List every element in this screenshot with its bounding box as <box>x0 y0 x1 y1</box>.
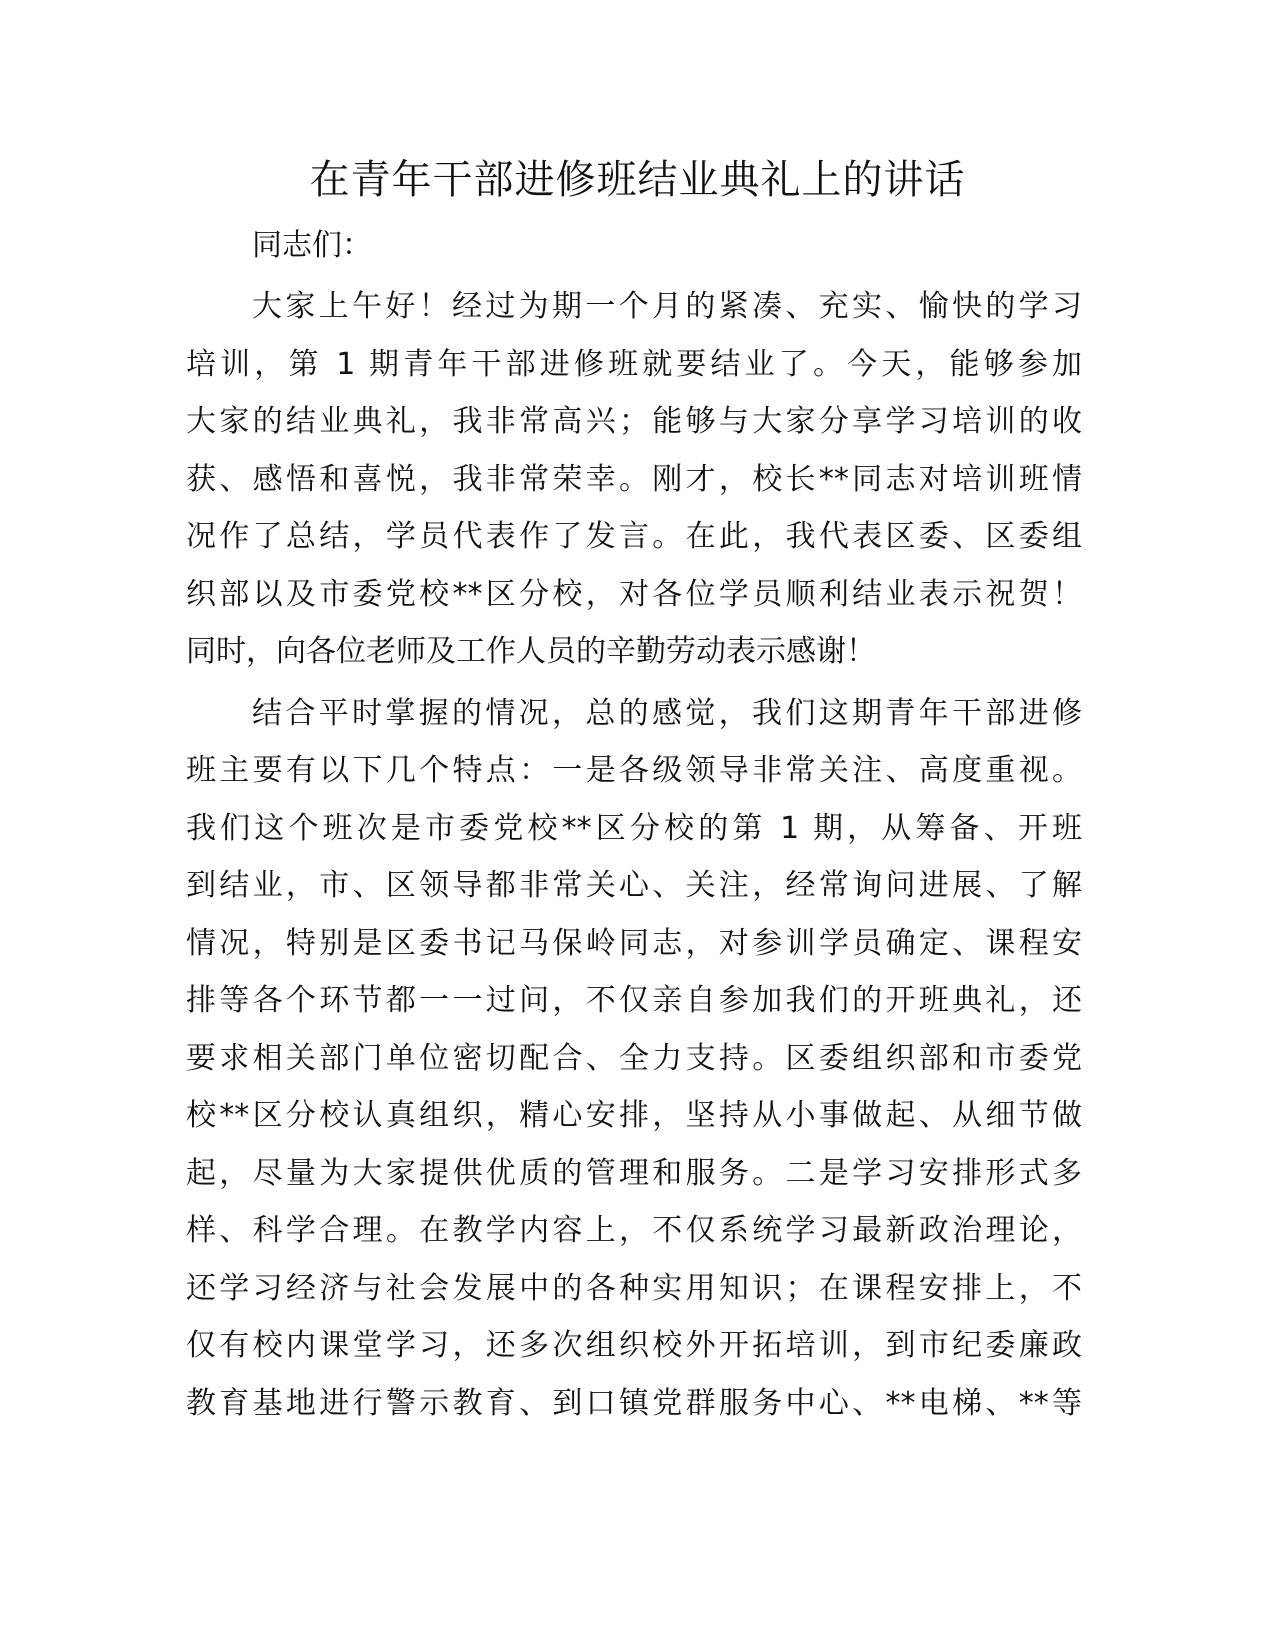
paragraph-line: 到结业，市、区领导都非常关心、关注，经常询问进展、了解 <box>186 868 1082 903</box>
paragraph-line: 班主要有以下几个特点：一是各级领导非常关注、高度重视。 <box>186 753 1082 788</box>
paragraph-line: 织部以及市委党校**区分校，对各位学员顺利结业表示祝贺！ <box>186 576 1082 612</box>
paragraph-line: 情况，特别是区委书记马保岭同志，对参训学员确定、课程安 <box>186 925 1082 961</box>
paragraph-line: 还学习经济与社会发展中的各种实用知识；在课程安排上，不 <box>186 1270 1082 1306</box>
paragraph-line: 大家上午好！经过为期一个月的紧凑、充实、愉快的学习 <box>252 289 1082 324</box>
paragraph-line: 排等各个环节都一一过问，不仅亲自参加我们的开班典礼，还 <box>186 983 1082 1018</box>
paragraph-2 <box>186 685 1082 1433</box>
paragraph-line: 同时，向各位老师及工作人员的辛勤劳动表示感谢！ <box>186 634 876 669</box>
paragraph-line: 样、科学合理。在教学内容上，不仅系统学习最新政治理论， <box>186 1213 1082 1248</box>
paragraph-line: 大家的结业典礼，我非常高兴；能够与大家分享学习培训的收 <box>186 404 1082 439</box>
salutation: 同志们： <box>252 228 372 263</box>
paragraph-1 <box>186 278 1082 681</box>
paragraph-line: 获、感悟和喜悦，我非常荣幸。刚才，校长**同志对培训班情 <box>186 461 1082 497</box>
paragraph-line: 起，尽量为大家提供优质的管理和服务。二是学习安排形式多 <box>186 1155 1082 1191</box>
paragraph-line: 结合平时掌握的情况，总的感觉，我们这期青年干部进修 <box>252 695 1082 731</box>
paragraph-line: 教育基地进行警示教育、到口镇党群服务中心、**电梯、**等 <box>186 1385 1082 1421</box>
paragraph-line: 校**区分校认真组织，精心安排，坚持从小事做起、从细节做 <box>186 1098 1082 1133</box>
document-body <box>186 222 1082 1432</box>
paragraph-line: 要求相关部门单位密切配合、全力支持。区委组织部和市委党 <box>186 1040 1082 1076</box>
paragraph-line: 仅有校内课堂学习，还多次组织校外开拓培训，到市纪委廉政 <box>186 1328 1082 1363</box>
paragraph-line: 培训，第 1 期青年干部进修班就要结业了。今天，能够参加 <box>186 346 1082 382</box>
paragraph-line: 我们这个班次是市委党校**区分校的第 1 期，从筹备、开班 <box>186 810 1082 846</box>
document-title: 在青年干部进修班结业典礼上的讲话 <box>309 157 966 203</box>
paragraph-line: 况作了总结，学员代表作了发言。在此，我代表区委、区委组 <box>186 519 1082 554</box>
